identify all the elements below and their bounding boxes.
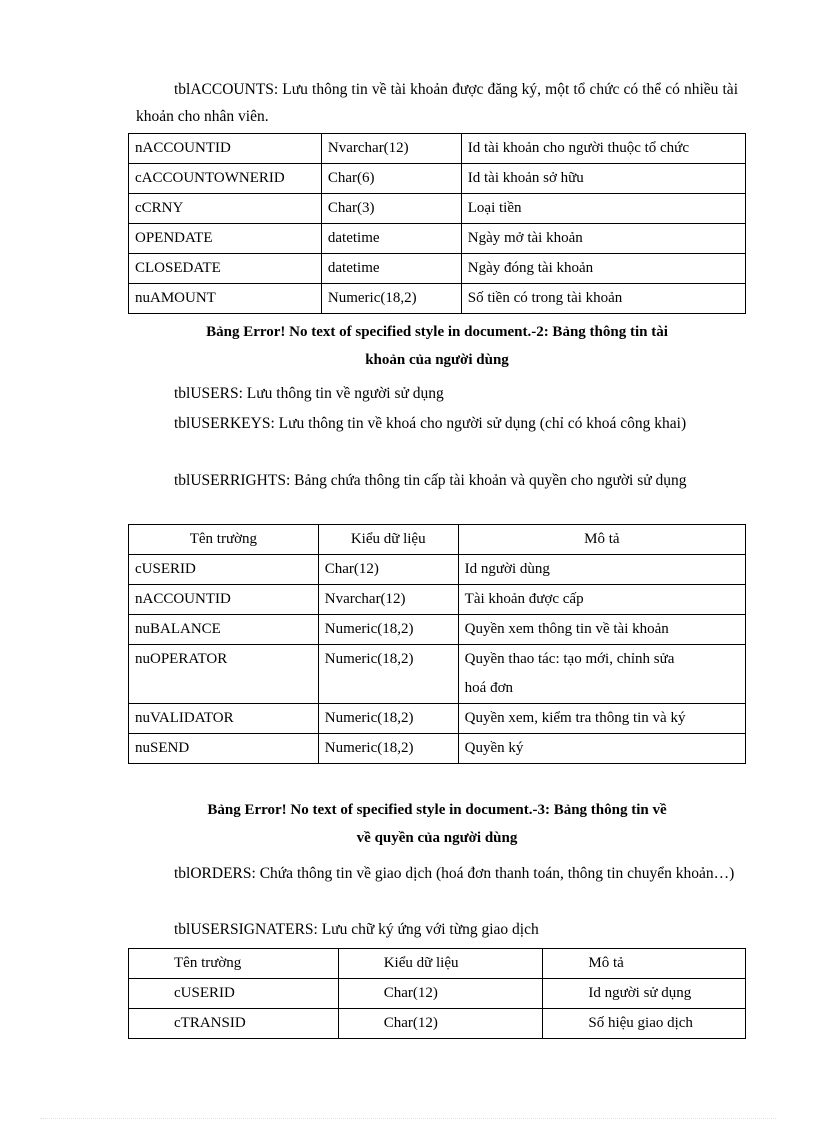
table-user-rights: [128, 524, 746, 764]
paragraph-tblusers: tblUSERS: Lưu thông tin về người sử dụng: [174, 385, 444, 402]
table-row: nuOPERATOR Numeric(18,2) Quyền thao tác: tạo mới, chỉnh sửa hoá đơn: [129, 645, 746, 704]
table-row: nuSEND Numeric(18,2) Quyền ký: [129, 734, 746, 764]
table-row: OPENDATE datetime Ngày mở tài khoản: [129, 224, 746, 254]
table-row: cUSERID Char(12) Id người sử dụng: [129, 979, 746, 1009]
table-caption-1: Bảng Error! No text of specified style in document.-2: Bảng thông tin tài khoản của người dùng: [206, 324, 668, 368]
page-bottom-divider: [40, 1118, 776, 1119]
table-user-signaters: [128, 948, 746, 1039]
table-row: nuVALIDATOR Numeric(18,2) Quyền xem, kiểm tra thông tin và ký: [129, 704, 746, 734]
table-row: cUSERID Char(12) Id người dùng: [129, 555, 746, 585]
table-row: cACCOUNTOWNERID Char(6) Id tài khoản sở hữu: [129, 164, 746, 194]
table-accounts: [128, 133, 746, 314]
paragraph-tblusersignaters: tblUSERSIGNATERS: Lưu chữ ký ứng với từng giao dịch: [174, 921, 539, 938]
paragraph-tblorders: tblORDERS: Chứa thông tin về giao dịch (hoá đơn thanh toán, thông tin chuyển khoản…): [174, 865, 735, 882]
table-caption-2: Bảng Error! No text of specified style in document.-3: Bảng thông tin về về quyền của người dùng: [207, 802, 667, 846]
table-row: nuAMOUNT Numeric(18,2) Số tiền có trong tài khoản: [129, 284, 746, 314]
table-row: nuBALANCE Numeric(18,2) Quyền xem thông tin về tài khoản: [129, 615, 746, 645]
table-header-row: Tên trường Kiểu dữ liệu Mô tả: [129, 525, 746, 555]
table-row: cCRNY Char(3) Loại tiền: [129, 194, 746, 224]
table-header-row: Tên trường Kiểu dữ liệu Mô tả: [129, 949, 746, 979]
paragraph-tbluserrights: tblUSERRIGHTS: Bảng chứa thông tin cấp tài khoản và quyền cho người sử dụng: [174, 472, 687, 489]
table-row: nACCOUNTID Nvarchar(12) Tài khoản được cấp: [129, 585, 746, 615]
table-row: CLOSEDATE datetime Ngày đóng tài khoản: [129, 254, 746, 284]
paragraph-tblaccounts: tblACCOUNTS: Lưu thông tin về tài khoản được đăng ký, một tổ chức có thể có nhiều tài khoản cho nhân viên.: [136, 81, 738, 125]
paragraph-tbluserkeys: tblUSERKEYS: Lưu thông tin về khoá cho người sử dụng (chỉ có khoá công khai): [174, 415, 687, 432]
table-row: cTRANSID Char(12) Số hiệu giao dịch: [129, 1009, 746, 1039]
table-row: nACCOUNTID Nvarchar(12) Id tài khoản cho người thuộc tổ chức: [129, 134, 746, 164]
